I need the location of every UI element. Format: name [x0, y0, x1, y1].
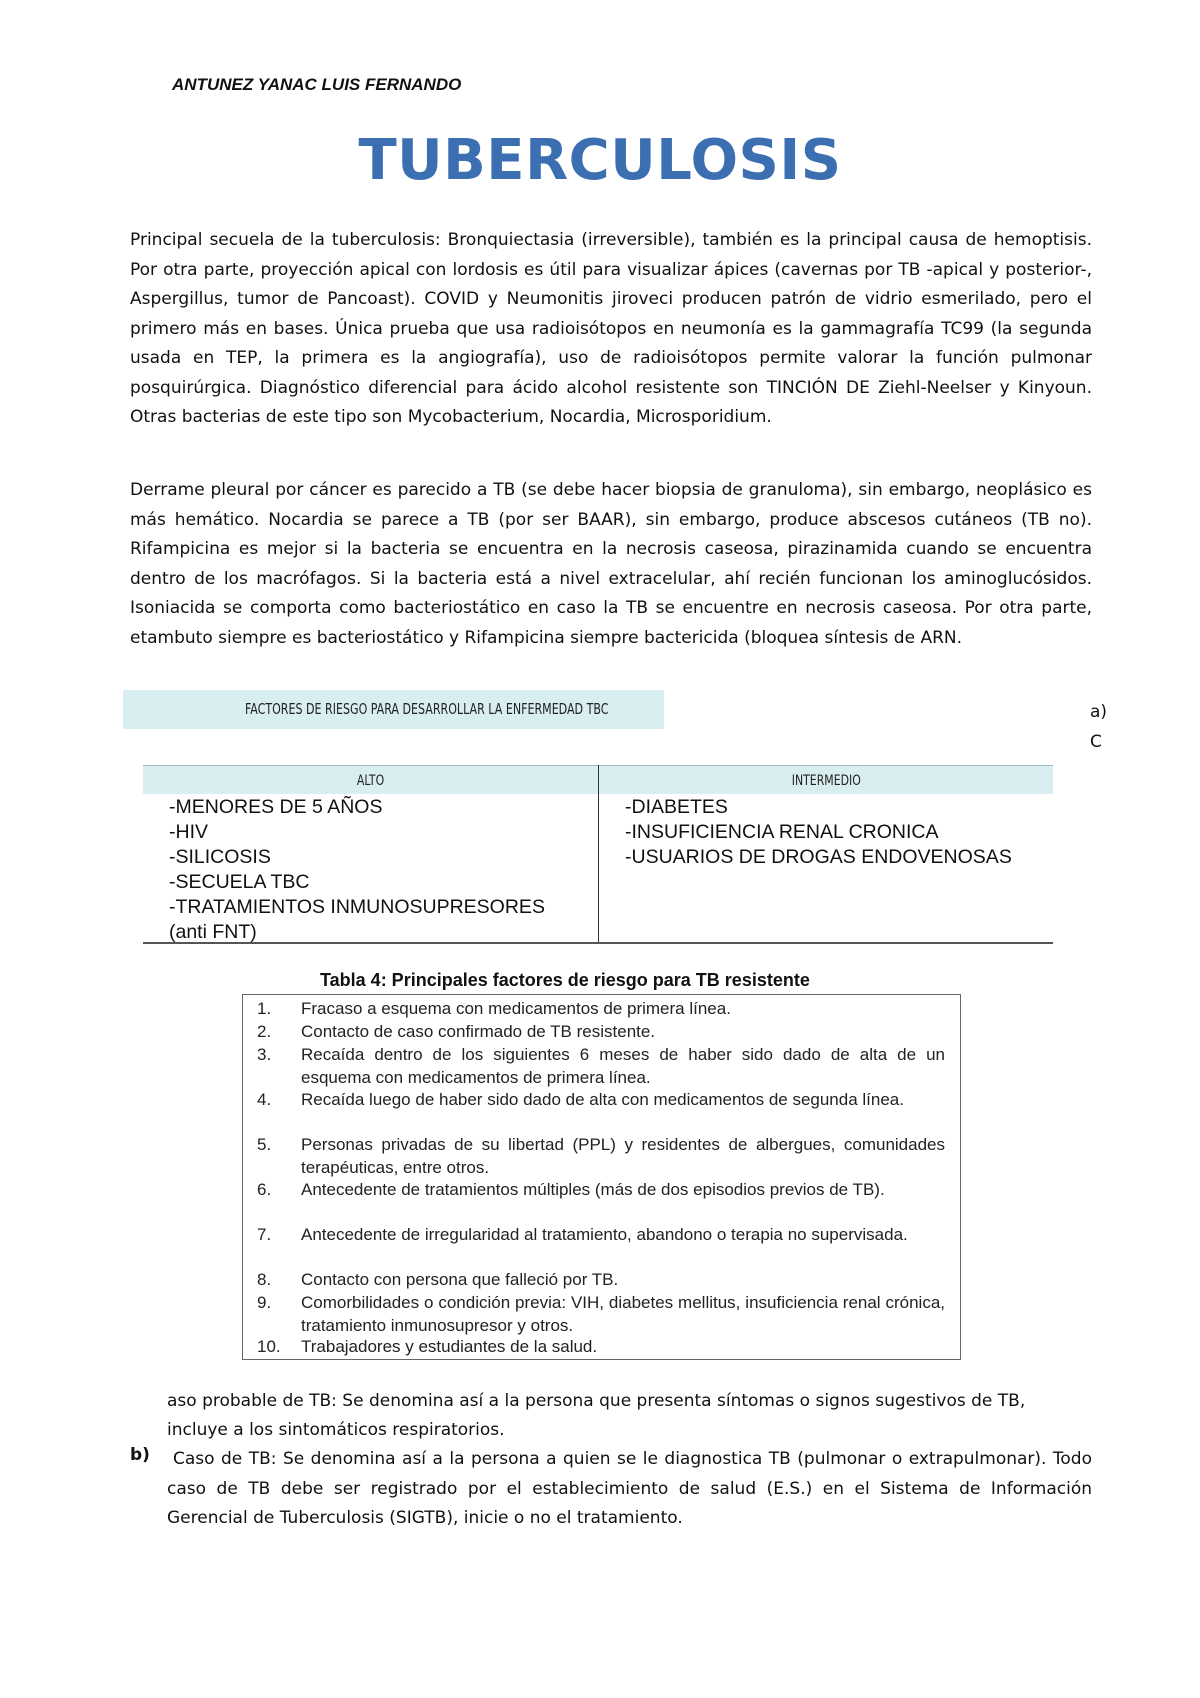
list-item: -SILICOSIS — [169, 846, 271, 868]
row-text: Comorbilidades o condición previa: VIH, diabetes mellitus, insuficiencia renal crónica, tratamiento inmunosupresor y otros. — [301, 1293, 945, 1335]
paragraph-1: Principal secuela de la tuberculosis: Bronquiectasia (irreversible), también es la principal causa de hemoptisis. Por otra parte, proyección apical con lordosis es útil para visualizar ápices (cavernas por TB -apical y posterior-, Aspergillus, tumor de Pancoast). COVID y Neumonitis jiroveci producen patrón de vidrio esmerilado, pero el primero más en bases. Única prueba que usa radioisótopos en neumonía es la gammagrafía TC99 (la segunda usada en TEP, la primera es la angiografía), uso de radioisótopos permite valorar la función pulmonar posquirúrgica. Diagnóstico diferencial para ácido alcohol resistente son TINCIÓN DE Ziehl-Neelser y Kinyoun. Otras bacterias de este tipo son Mycobacterium, Nocardia, Microsporidium. — [130, 230, 1092, 427]
tb-case-definition: Caso de TB: Se denomina así a la persona a quien se le diagnostica TB (pulmonar o extrapulmonar). Todo caso de TB debe ser registrado por el establecimiento de salud (E.S.) en el Sistema de Información Gerencial de Tuberculosis (SIGTB), inicie o no el tratamiento. — [167, 1449, 1092, 1528]
risk-header-alto-label: ALTO — [356, 773, 385, 789]
row-number: 3. — [257, 1045, 272, 1064]
row-text: Fracaso a esquema con medicamentos de primera línea. — [301, 999, 731, 1018]
list-item: -USUARIOS DE DROGAS ENDOVENOSAS — [625, 846, 1012, 868]
row-number: 1. — [257, 999, 272, 1018]
author-name: ANTUNEZ YANAC LUIS FERNANDO — [172, 75, 462, 94]
probable-case-line-2: incluye a los sintomáticos respiratorios. — [167, 1420, 505, 1440]
list-item: -MENORES DE 5 AÑOS — [169, 796, 383, 818]
row-text: Antecedente de tratamientos múltiples (más de dos episodios previos de TB). — [301, 1180, 885, 1199]
list-item: (anti FNT) — [169, 921, 257, 943]
row-number: 4. — [257, 1090, 272, 1109]
row-text: Recaída luego de haber sido dado de alta con medicamentos de segunda línea. — [301, 1090, 904, 1109]
row-text: Contacto de caso confirmado de TB resistente. — [301, 1022, 656, 1041]
risk-column-alto — [169, 795, 589, 945]
risk-table — [143, 765, 1053, 944]
row-text: Personas privadas de su libertad (PPL) y residentes de albergues, comunidades terapéuticas, entre otros. — [301, 1135, 945, 1177]
row-number: 10. — [257, 1337, 281, 1356]
row-text: Trabajadores y estudiantes de la salud. — [301, 1337, 598, 1356]
side-label-a: a) — [1090, 702, 1108, 722]
paragraph-2: Derrame pleural por cáncer es parecido a TB (se debe hacer biopsia de granuloma), sin embargo, neoplásico es más hemático. Nocardia se parece a TB (por ser BAAR), sin embargo, produce abscesos cutáneos (TB no). Rifampicina es mejor si la bacteria se encuentra en la necrosis caseosa, pirazinamida cuando se encuentra dentro de los macrófagos. Si la bacteria está a nivel extracelular, ahí recién funcionan los aminoglucósidos. Isoniacida se comporta como bacteriostático en caso la TB se encuentre en necrosis caseosa. Por otra parte, etambuto siempre es bacteriostático y Rifampicina siempre bactericida (bloquea síntesis de ARN. — [130, 480, 1092, 648]
page-title: TUBERCULOSIS — [358, 128, 842, 193]
risk-banner — [123, 690, 664, 729]
probable-case-line-1: aso probable de TB: Se denomina así a la persona que presenta síntomas o signos sugestivos de TB, — [167, 1391, 1026, 1411]
side-label-c: C — [1090, 732, 1102, 752]
list-item: -TRATAMIENTOS INMUNOSUPRESORES — [169, 896, 545, 918]
risk-table-divider — [598, 765, 599, 942]
row-number: 7. — [257, 1225, 272, 1244]
list-item: -HIV — [169, 821, 208, 843]
row-number: 5. — [257, 1135, 272, 1154]
row-number: 6. — [257, 1180, 272, 1199]
list-item: -DIABETES — [625, 796, 728, 818]
tb-table — [242, 994, 961, 1360]
row-number: 9. — [257, 1293, 272, 1312]
row-number: 8. — [257, 1270, 272, 1289]
item-b-label: b) — [130, 1445, 150, 1465]
row-number: 2. — [257, 1022, 272, 1041]
risk-column-intermedio — [625, 795, 1045, 870]
tb-table-caption: Tabla 4: Principales factores de riesgo para TB resistente — [320, 970, 810, 990]
list-item: -SECUELA TBC — [169, 871, 310, 893]
risk-header-intermedio-label: INTERMEDIO — [791, 773, 861, 789]
row-text: Contacto con persona que falleció por TB. — [301, 1270, 619, 1289]
risk-header-intermedio — [599, 765, 1053, 794]
risk-header-alto — [143, 765, 599, 794]
list-item: -INSUFICIENCIA RENAL CRONICA — [625, 821, 939, 843]
row-text: Recaída dentro de los siguientes 6 meses de haber sido dado de alta de un esquema con medicamentos de primera línea. — [301, 1045, 945, 1087]
risk-banner-label: FACTORES DE RIESGO PARA DESARROLLAR LA ENFERMEDAD TBC — [245, 700, 609, 718]
row-text: Antecedente de irregularidad al tratamiento, abandono o terapia no supervisada. — [301, 1225, 908, 1244]
